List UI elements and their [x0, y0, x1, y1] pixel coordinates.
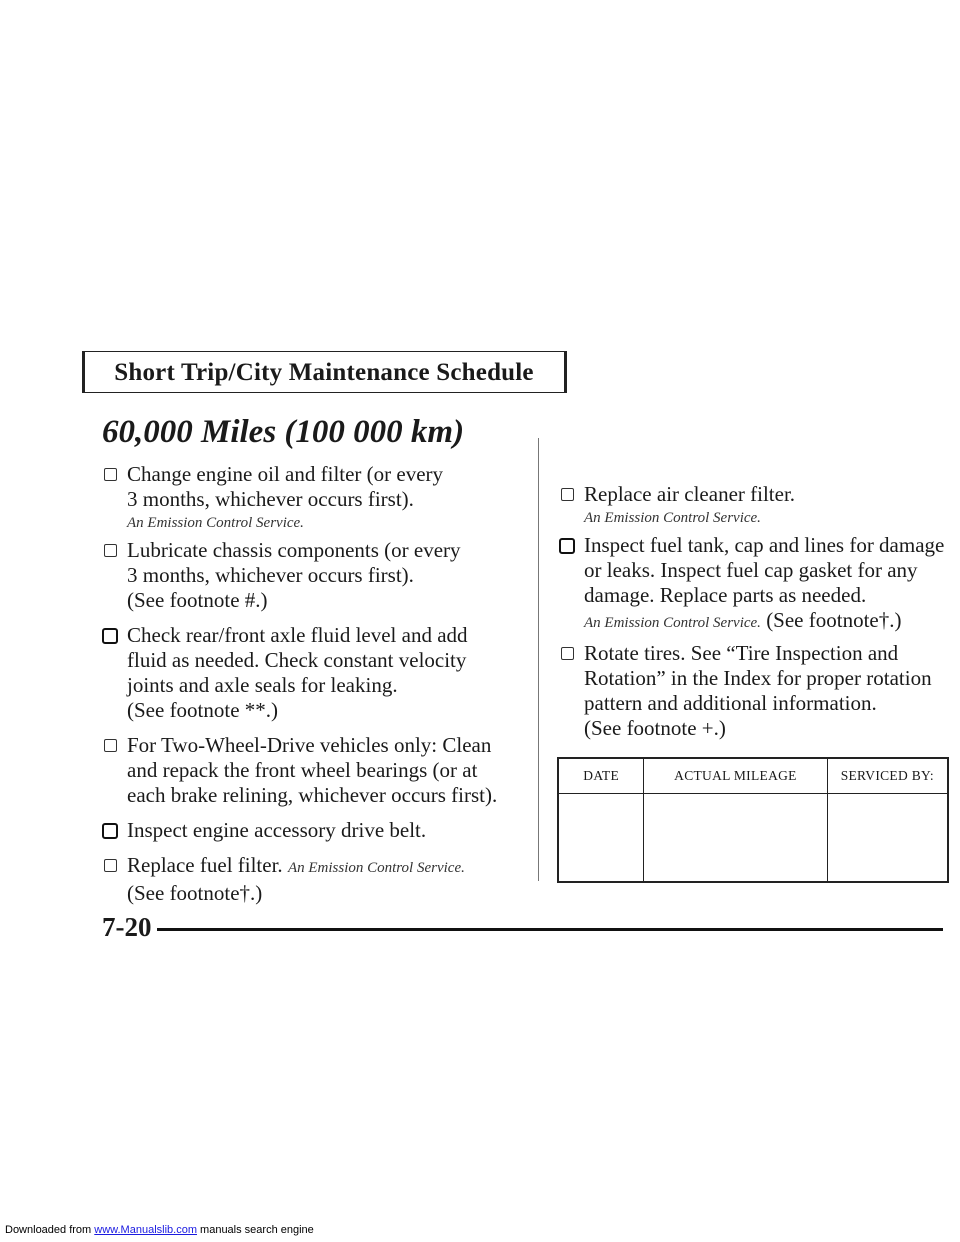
service-record-table — [557, 757, 949, 883]
right-column — [561, 482, 951, 751]
checklist-item-oil: Change engine oil and filter (or every 3 months, whichever occurs first). An Emission Control Service. — [104, 462, 544, 533]
checklist-item-air-filter: Replace air cleaner filter. An Emission Control Service. — [561, 482, 951, 528]
checkbox-icon[interactable] — [104, 859, 117, 872]
checklist-item-drive-belt: Inspect engine accessory drive belt. — [104, 818, 544, 843]
column-header-serviced-by: SERVICED BY: — [827, 758, 948, 794]
checkbox-icon[interactable] — [561, 488, 574, 501]
download-footer: Downloaded from www.Manualslib.com manuals search engine — [5, 1224, 314, 1236]
checkbox-icon[interactable] — [102, 628, 118, 644]
checklist-item-chassis: Lubricate chassis components (or every 3 months, whichever occurs first). (See footnote #.) — [104, 538, 544, 613]
checklist-item-rotate-tires: Rotate tires. See “Tire Inspection and Rotation” in the Index for proper rotation pattern and additional information. (See footnote +.) — [561, 641, 951, 741]
page-number: 7-20 — [102, 912, 152, 942]
section-banner — [82, 351, 566, 393]
checkbox-icon[interactable] — [104, 468, 117, 481]
emission-note: An Emission Control Service. — [584, 510, 761, 526]
column-divider — [538, 438, 539, 881]
checklist-item-axle: Check rear/front axle fluid level and add fluid as needed. Check constant velocity joints and axle seals for leaking. (See footnote **.) — [104, 623, 544, 723]
checklist-item-fuel-tank: Inspect fuel tank, cap and lines for damage or leaks. Inspect fuel cap gasket for any damage. Replace parts as needed. An Emission Control Service. (See footnote†.) — [561, 533, 951, 636]
checklist-item-bearings: For Two-Wheel-Drive vehicles only: Clean and repack the front wheel bearings (or at each brake relining, whichever occurs first). — [104, 733, 544, 808]
mileage-entry-cell[interactable] — [644, 794, 827, 883]
date-entry-cell[interactable] — [558, 794, 644, 883]
mileage-heading: 60,000 Miles (100 000 km) — [102, 414, 465, 450]
checkbox-icon[interactable] — [559, 538, 575, 554]
checkbox-icon[interactable] — [104, 544, 117, 557]
emission-note: An Emission Control Service. — [584, 615, 761, 631]
checklist-item-fuel-filter: Replace fuel filter. An Emission Control Service. (See footnote†.) — [104, 853, 544, 906]
serviced-by-entry-cell[interactable] — [827, 794, 948, 883]
checkbox-icon[interactable] — [104, 739, 117, 752]
checkbox-icon[interactable] — [102, 823, 118, 839]
emission-note: An Emission Control Service. — [127, 515, 304, 531]
manualslib-link[interactable]: www.Manualslib.com — [94, 1224, 197, 1236]
footer-rule — [157, 928, 943, 931]
emission-note: An Emission Control Service. — [287, 860, 465, 876]
left-column — [104, 462, 544, 916]
column-header-date: DATE — [558, 758, 644, 794]
column-header-mileage: ACTUAL MILEAGE — [644, 758, 827, 794]
checkbox-icon[interactable] — [561, 647, 574, 660]
section-title: Short Trip/City Maintenance Schedule — [114, 359, 534, 386]
